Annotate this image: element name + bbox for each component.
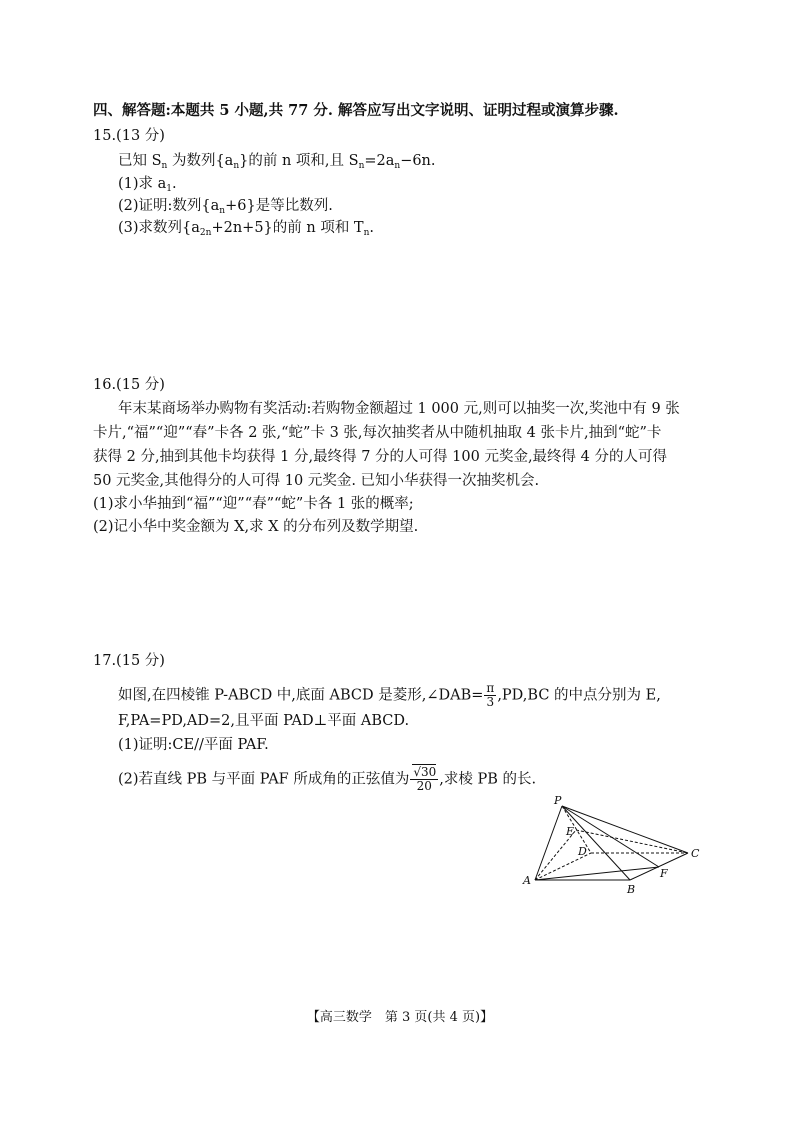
label-F: F bbox=[660, 867, 668, 880]
pyramid-figure bbox=[510, 795, 710, 905]
label-E: E bbox=[566, 825, 575, 838]
q16-header: 16.(15 分) bbox=[93, 377, 165, 393]
label-B: B bbox=[627, 883, 636, 896]
q15-part1: (1)求 $a_1$. bbox=[118, 176, 177, 194]
label-D: D bbox=[578, 845, 587, 858]
q16-line1: 年末某商场举办购物有奖活动:若购物金额超过 1 000 元,则可以抽奖一次,奖池中有 9 张 bbox=[118, 401, 680, 417]
q17-part2: (2)若直线 PB 与平面 PAF 所成角的正弦值为 $\frac{√30}{20}$ ,求棱 PB 的长. bbox=[118, 765, 537, 793]
section-header: 四、解答题:本题共 5 小题,共 77 分. 解答应写出文字说明、证明过程或演算步骤. bbox=[93, 102, 619, 119]
q15-part2: (2)证明:数列$\{a_n+6\}$是等比数列. bbox=[118, 198, 333, 216]
label-P: P bbox=[554, 795, 562, 807]
q17-header: 17.(15 分) bbox=[93, 653, 165, 669]
q17-part1: (1)证明:CE//平面 PAF. bbox=[118, 737, 269, 753]
edge-PB bbox=[562, 806, 630, 880]
sine-value-fraction: $\frac{√30}{20}$ bbox=[410, 766, 438, 793]
q16-line3: 获得 2 分,抽到其他卡均获得 1 分,最终得 7 分的人可得 100 元奖金,最终得 4 分的人可得 bbox=[93, 449, 667, 465]
q15-header: 15.(13 分) bbox=[93, 128, 165, 144]
q16-part1: (1)求小华抽到“福”“迎”“春”“蛇”卡各 1 张的概率; bbox=[93, 496, 414, 512]
label-C: C bbox=[691, 847, 700, 860]
pi-over-3-fraction: $\frac{\pi}{3}$ bbox=[486, 681, 495, 709]
q15-stem: 已知 $S_n$ 为数列$\{a_n\}$的前 n 项和,且 $S_n=2a_n-6n$. bbox=[118, 153, 436, 171]
q16-line2: 卡片,“福”“迎”“春”卡各 2 张,“蛇”卡 3 张,每次抽奖者从中随机抽取 4 张卡片,抽到“蛇”卡 bbox=[93, 425, 662, 441]
q16-part2: (2)记小华中奖金额为 X,求 X 的分布列及数学期望. bbox=[93, 519, 419, 535]
page-footer: 【高三数学 第 3 页(共 4 页)】 bbox=[306, 1010, 494, 1025]
q17-line1: 如图,在四棱锥 P-ABCD 中,底面 ABCD 是菱形,∠DAB= $\frac{\pi}{3}$ ,PD,BC 的中点分别为 E, bbox=[118, 681, 661, 709]
segment-AF bbox=[535, 867, 659, 880]
label-A: A bbox=[523, 874, 531, 887]
q16-line4: 50 元奖金,其他得分的人可得 10 元奖金. 已知小华获得一次抽奖机会. bbox=[93, 473, 540, 489]
q17-line2: F,PA=PD,AD=2,且平面 PAD⊥平面 ABCD. bbox=[118, 713, 410, 729]
q15-part3: (3)求数列$\{a_{2n}+2n+5\}$的前 n 项和 $T_n$. bbox=[118, 220, 375, 238]
